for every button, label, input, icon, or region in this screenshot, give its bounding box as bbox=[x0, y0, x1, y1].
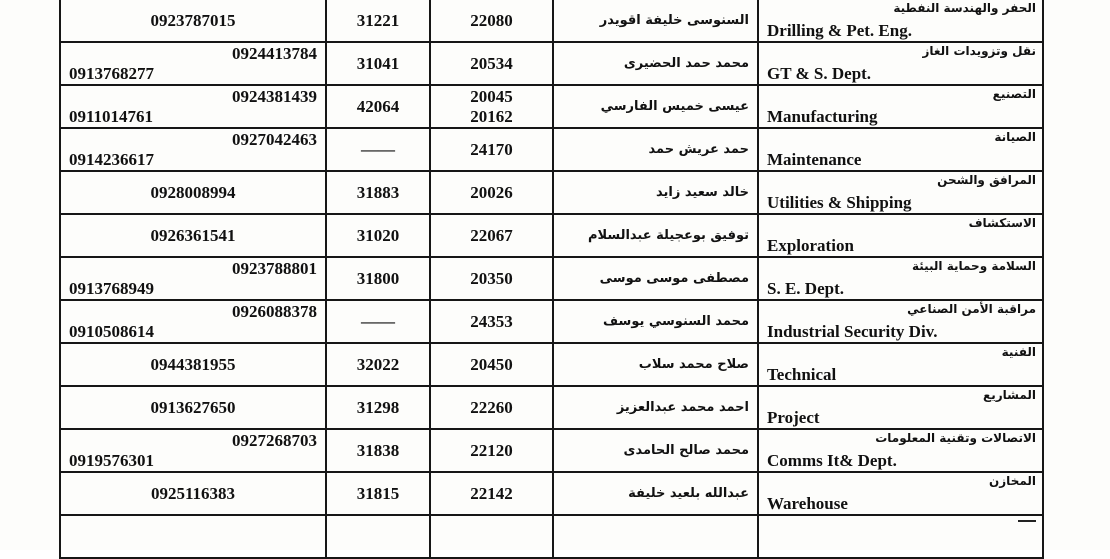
department-name-english: Exploration bbox=[767, 236, 854, 255]
extension-cell bbox=[326, 128, 430, 171]
empty-cell bbox=[60, 515, 326, 558]
department-name-arabic: الحفر والهندسة النفطية bbox=[893, 1, 1036, 15]
table-row bbox=[60, 171, 1043, 214]
extension-cell bbox=[326, 0, 430, 42]
extension-cell bbox=[326, 386, 430, 429]
employee-code-cell bbox=[430, 429, 553, 472]
extension-cell bbox=[326, 472, 430, 515]
department-cell bbox=[758, 386, 1043, 429]
mobile-phone-number: 0911014761 bbox=[69, 107, 154, 126]
contact-name-cell bbox=[553, 257, 758, 300]
contact-name: خالد سعيد زايد bbox=[656, 185, 749, 200]
employee-codes bbox=[431, 183, 552, 203]
employee-code-cell bbox=[430, 386, 553, 429]
department-name-arabic: مراقبة الأمن الصناعي bbox=[907, 302, 1036, 316]
extension-number: —— bbox=[361, 139, 395, 159]
department-cell bbox=[758, 429, 1043, 472]
employee-codes bbox=[431, 398, 552, 418]
department-name-arabic: المخازن bbox=[989, 474, 1036, 488]
contact-name-cell bbox=[553, 343, 758, 386]
mobile-phone-cell bbox=[60, 214, 326, 257]
employee-codes bbox=[431, 441, 552, 461]
contact-name-cell bbox=[553, 214, 758, 257]
employee-codes bbox=[431, 484, 552, 504]
phone-pair bbox=[61, 430, 325, 471]
phone-pair bbox=[61, 86, 325, 127]
department-name-arabic: الصيانة bbox=[994, 130, 1036, 144]
mobile-phone-cell bbox=[60, 343, 326, 386]
mobile-phone-number: 0913768949 bbox=[69, 279, 154, 298]
department-cell bbox=[758, 171, 1043, 214]
extension-cell bbox=[326, 42, 430, 85]
contact-name: عبدالله بلعيد خليفة bbox=[628, 486, 749, 501]
contact-name-cell bbox=[553, 128, 758, 171]
employee-codes bbox=[431, 140, 552, 160]
extension-cell bbox=[326, 257, 430, 300]
mobile-phone-number: 0910508614 bbox=[69, 322, 154, 341]
employee-code: 22120 bbox=[470, 440, 513, 460]
mobile-phone-number: 0928008994 bbox=[150, 182, 236, 202]
contact-name: صلاح محمد سلاب bbox=[638, 357, 749, 372]
contact-name-cell bbox=[553, 472, 758, 515]
employee-code-cell bbox=[430, 42, 553, 85]
empty-cell bbox=[430, 515, 553, 558]
phone-pair bbox=[61, 301, 325, 342]
contact-name: عيسى خميس الفارسي bbox=[600, 99, 749, 114]
table-row-cut-off bbox=[60, 515, 1043, 558]
extension-number: 31800 bbox=[356, 268, 400, 288]
extension-number: 31838 bbox=[356, 440, 400, 460]
mobile-phone-number: 0926361541 bbox=[150, 225, 236, 245]
employee-code: 22142 bbox=[470, 483, 513, 503]
table-row bbox=[60, 42, 1043, 85]
employee-code: 24170 bbox=[470, 139, 513, 159]
employee-code: 20162 bbox=[470, 106, 513, 126]
employee-code-cell bbox=[430, 85, 553, 128]
mobile-phone-number: 0927268703 bbox=[232, 431, 317, 450]
extension-cell bbox=[326, 214, 430, 257]
table-row bbox=[60, 0, 1043, 42]
employee-codes bbox=[431, 11, 552, 31]
department-name-english: Drilling & Pet. Eng. bbox=[767, 21, 912, 40]
contact-name: مصطفى موسى موسى bbox=[599, 271, 749, 286]
department-name-english: Maintenance bbox=[767, 150, 862, 169]
mobile-phone-number: 0924413784 bbox=[232, 44, 317, 63]
department-cell bbox=[758, 214, 1043, 257]
employee-code-cell bbox=[430, 214, 553, 257]
table-row bbox=[60, 386, 1043, 429]
extension-cell bbox=[326, 171, 430, 214]
employee-code-cell bbox=[430, 171, 553, 214]
department-cell bbox=[758, 128, 1043, 171]
employee-codes bbox=[431, 269, 552, 289]
extension-number: 31883 bbox=[356, 182, 400, 202]
department-name-arabic: الفنية bbox=[1001, 345, 1036, 359]
contact-name: توفيق بوعجيلة عبدالسلام bbox=[587, 228, 749, 243]
table-row bbox=[60, 214, 1043, 257]
mobile-phone-cell bbox=[60, 171, 326, 214]
table-body bbox=[60, 0, 1043, 558]
employee-codes bbox=[431, 312, 552, 332]
department-name-english: Manufacturing bbox=[767, 107, 878, 126]
employee-code: 24353 bbox=[470, 311, 513, 331]
employee-code: 20450 bbox=[470, 354, 513, 374]
employee-code-cell bbox=[430, 0, 553, 42]
extension-number: 31041 bbox=[356, 53, 400, 73]
phone-pair bbox=[61, 258, 325, 299]
employee-code: 20026 bbox=[470, 182, 513, 202]
contact-name: حمد عريش حمد bbox=[648, 142, 749, 157]
extension-number: 31221 bbox=[356, 10, 400, 30]
department-name-arabic: الاستكشاف bbox=[968, 216, 1036, 230]
employee-codes bbox=[431, 54, 552, 74]
mobile-phone-number: 0926088378 bbox=[232, 302, 317, 321]
department-name-english: Technical bbox=[767, 365, 837, 384]
contact-name-cell bbox=[553, 386, 758, 429]
employee-code-cell bbox=[430, 128, 553, 171]
department-name-english: S. E. Dept. bbox=[767, 279, 844, 298]
table-row bbox=[60, 257, 1043, 300]
department-cell bbox=[758, 0, 1043, 42]
extension-number: —— bbox=[361, 311, 395, 331]
extension-number: 31020 bbox=[356, 225, 400, 245]
extension-cell bbox=[326, 343, 430, 386]
extension-cell bbox=[326, 429, 430, 472]
phone-pair bbox=[61, 129, 325, 170]
contact-name: احمد محمد عبدالعزيز bbox=[616, 400, 749, 415]
contact-name: السنوسى خليفة اقويدر bbox=[599, 13, 749, 28]
contact-name-cell bbox=[553, 171, 758, 214]
department-cell bbox=[758, 85, 1043, 128]
mobile-phone-number: 0944381955 bbox=[150, 354, 236, 374]
department-cell bbox=[758, 300, 1043, 343]
extension-number: 31298 bbox=[356, 397, 400, 417]
contact-name-cell bbox=[553, 85, 758, 128]
table-row bbox=[60, 429, 1043, 472]
contact-name: محمد السنوسي يوسف bbox=[603, 314, 749, 329]
department-cell bbox=[758, 42, 1043, 85]
mobile-phone-cell bbox=[60, 257, 326, 300]
employee-codes bbox=[431, 226, 552, 246]
table-row bbox=[60, 85, 1043, 128]
mobile-phone-cell bbox=[60, 472, 326, 515]
mobile-phone-cell bbox=[60, 85, 326, 128]
cut-off-text-fragment bbox=[1018, 520, 1036, 528]
mobile-phone-number: 0923787015 bbox=[150, 10, 236, 30]
department-name-arabic: السلامة وحماية البيئة bbox=[911, 259, 1036, 273]
employee-code: 22260 bbox=[470, 397, 513, 417]
extension-cell bbox=[326, 300, 430, 343]
department-name-english: Utilities & Shipping bbox=[767, 193, 912, 212]
department-cell bbox=[758, 343, 1043, 386]
mobile-phone-cell bbox=[60, 128, 326, 171]
mobile-phone-cell bbox=[60, 42, 326, 85]
department-name-english: Comms It& Dept. bbox=[767, 451, 897, 470]
mobile-phone-cell bbox=[60, 300, 326, 343]
employee-codes bbox=[431, 355, 552, 375]
empty-cell bbox=[326, 515, 430, 558]
employee-code-cell bbox=[430, 343, 553, 386]
mobile-phone-number: 0919576301 bbox=[69, 451, 154, 470]
mobile-phone-number: 0927042463 bbox=[232, 130, 317, 149]
contact-name-cell bbox=[553, 0, 758, 42]
employee-code: 22080 bbox=[470, 10, 513, 30]
department-name-arabic: المرافق والشحن bbox=[937, 173, 1036, 187]
mobile-phone-number: 0913768277 bbox=[69, 64, 154, 83]
contact-name: محمد صالح الحامدى bbox=[623, 443, 749, 458]
employee-code: 22067 bbox=[470, 225, 513, 245]
employee-code: 20534 bbox=[470, 53, 513, 73]
employee-code-cell bbox=[430, 257, 553, 300]
extension-cell bbox=[326, 85, 430, 128]
employee-codes bbox=[431, 87, 552, 127]
department-name-english: Industrial Security Div. bbox=[767, 322, 938, 341]
mobile-phone-number: 0914236617 bbox=[69, 150, 154, 169]
employee-code: 20350 bbox=[470, 268, 513, 288]
mobile-phone-number: 0924381439 bbox=[232, 87, 317, 106]
department-name-arabic: المشاريع bbox=[983, 388, 1036, 402]
employee-code-cell bbox=[430, 300, 553, 343]
mobile-phone-cell bbox=[60, 0, 326, 42]
contact-name-cell bbox=[553, 429, 758, 472]
extension-number: 32022 bbox=[356, 354, 400, 374]
contact-name-cell bbox=[553, 300, 758, 343]
contact-name: محمد حمد الحضيرى bbox=[623, 56, 749, 71]
mobile-phone-number: 0923788801 bbox=[232, 259, 317, 278]
department-name-english: Warehouse bbox=[767, 494, 848, 513]
table-row bbox=[60, 343, 1043, 386]
department-name-arabic: نقل وتزويدات الغاز bbox=[922, 44, 1036, 58]
employee-code-cell bbox=[430, 472, 553, 515]
contact-name-cell bbox=[553, 42, 758, 85]
mobile-phone-cell bbox=[60, 429, 326, 472]
empty-cell bbox=[758, 515, 1043, 558]
department-name-english: Project bbox=[767, 408, 820, 427]
department-name-english: GT & S. Dept. bbox=[767, 64, 872, 83]
department-cell bbox=[758, 257, 1043, 300]
table-row bbox=[60, 128, 1043, 171]
table-row bbox=[60, 300, 1043, 343]
extension-number: 42064 bbox=[356, 96, 400, 116]
department-name-arabic: الاتصالات وتقنية المعلومات bbox=[875, 431, 1036, 445]
department-cell bbox=[758, 472, 1043, 515]
mobile-phone-cell bbox=[60, 386, 326, 429]
mobile-phone-number: 0925116383 bbox=[150, 483, 236, 503]
mobile-phone-number: 0913627650 bbox=[150, 397, 236, 417]
department-contacts-table bbox=[59, 0, 1044, 559]
employee-code: 20045 bbox=[470, 86, 513, 106]
empty-cell bbox=[553, 515, 758, 558]
phone-pair bbox=[61, 43, 325, 84]
table-row bbox=[60, 472, 1043, 515]
department-name-arabic: التصنيع bbox=[992, 87, 1036, 101]
extension-number: 31815 bbox=[356, 483, 400, 503]
